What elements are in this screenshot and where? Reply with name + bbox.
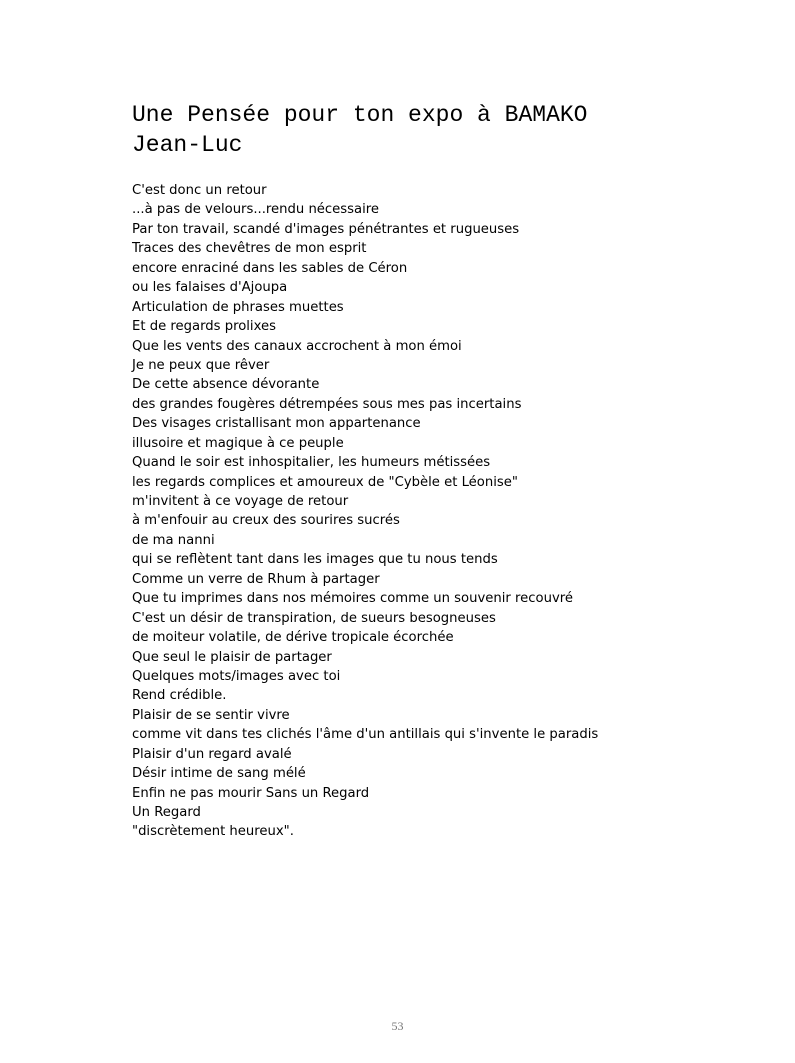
title-line-1: Une Pensée pour ton expo à BAMAKO	[132, 102, 588, 128]
poem-line: "discrètement heureux".	[132, 824, 294, 840]
poem-line: des grandes fougères détrempées sous mes pas incertains	[132, 396, 522, 412]
poem-line: Enfin ne pas mourir Sans un Regard	[132, 785, 370, 801]
poem-line: Que les vents des canaux accrochent à mon émoi	[132, 338, 462, 354]
poem-line: de moiteur volatile, de dérive tropicale écorchée	[132, 630, 454, 646]
poem-line: C'est un désir de transpiration, de sueurs besogneuses	[132, 610, 496, 626]
poem-line: comme vit dans tes clichés l'âme d'un antillais qui s'invente le paradis	[132, 727, 599, 743]
poem-line: Plaisir de se sentir vivre	[132, 707, 290, 723]
poem-line: m'invitent à ce voyage de retour	[132, 494, 349, 509]
poem-line: Que tu imprimes dans nos mémoires comme un souvenir recouvré	[132, 591, 574, 607]
poem-line: C'est donc un retour	[132, 183, 267, 198]
page-number: 53	[391, 1019, 404, 1033]
poem-line: Plaisir d'un regard avalé	[132, 746, 292, 762]
poem-line: à m'enfouir au creux des sourires sucrés	[132, 513, 400, 529]
poem-line: Je ne peux que rêver	[132, 357, 270, 373]
poem-line: Articulation de phrases muettes	[132, 299, 344, 315]
page-title	[132, 100, 587, 160]
poem-body	[132, 181, 598, 842]
poem-line: Et de regards prolixes	[132, 319, 276, 335]
poem-line: ou les falaises d'Ajoupa	[132, 280, 288, 296]
poem-line: Désir intime de sang mélé	[132, 766, 306, 782]
poem-line: qui se reflètent tant dans les images que tu nous tends	[132, 552, 498, 568]
poem-line: Traces des chevêtres de mon esprit	[132, 241, 367, 257]
poem-line: Rend crédible.	[132, 688, 227, 704]
poem-line: Par ton travail, scandé d'images pénétrantes et rugueuses	[132, 221, 520, 237]
poem-line: Que seul le plaisir de partager	[132, 649, 332, 665]
poem-line: les regards complices et amoureux de "Cybèle et Léonise"	[132, 474, 518, 490]
poem-line: encore enraciné dans les sables de Céron	[132, 260, 408, 276]
poem-line: de ma nanni	[132, 532, 215, 548]
poem-line: Des visages cristallisant mon appartenance	[132, 416, 421, 432]
poem-line: Quand le soir est inhospitalier, les humeurs métissées	[132, 455, 491, 471]
poem-line: De cette absence dévorante	[132, 377, 320, 393]
poem-line: Quelques mots/images avec toi	[132, 668, 341, 684]
poem-line: illusoire et magique à ce peuple	[132, 435, 344, 451]
poem-line: Comme un verre de Rhum à partager	[132, 571, 380, 587]
poem-line: ...à pas de velours...rendu nécessaire	[132, 202, 380, 218]
title-line-2: Jean-Luc	[132, 132, 243, 158]
poem-line: Un Regard	[132, 805, 201, 820]
